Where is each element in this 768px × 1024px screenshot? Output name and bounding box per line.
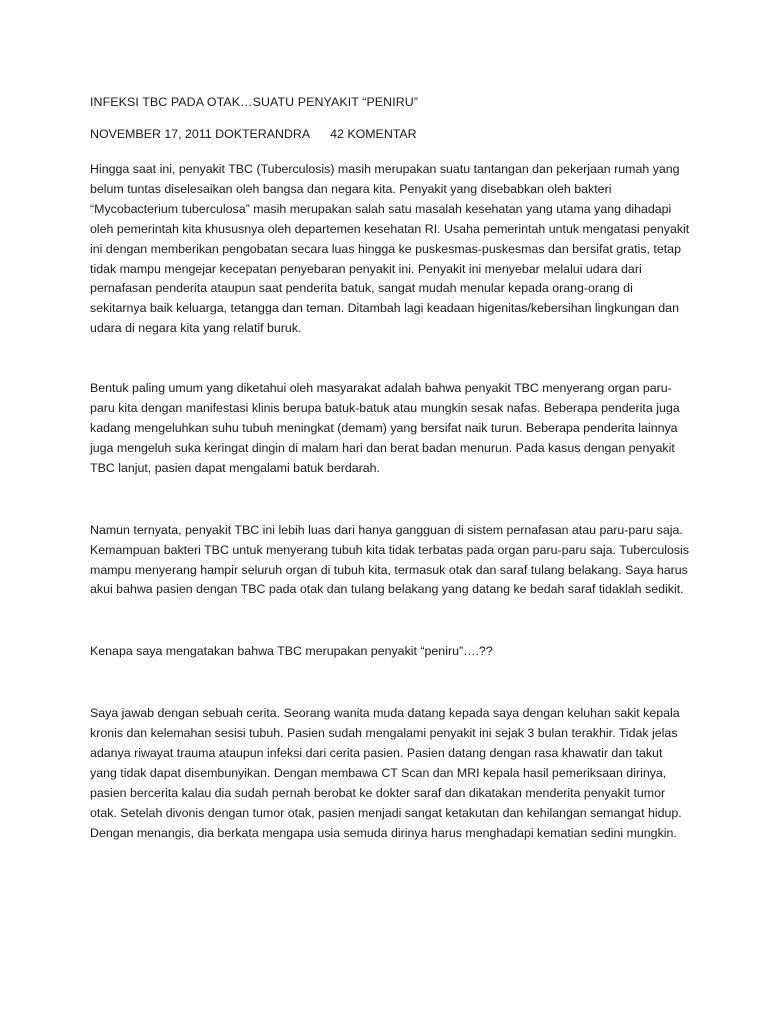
document-page — [90, 92, 690, 844]
paragraph-3: Namun ternyata, penyakit TBC ini lebih luas dari hanya gangguan di sistem pernafasan atau paru-paru saja. Kemampuan bakteri TBC untuk menyerang tubuh kita tidak terbatas pada organ paru-paru saja. Tuberculosis mampu menyerang hampir seluruh organ di tubuh kita, termasuk otak dan saraf tulang belakang. Saya harus akui bahwa pasien dengan TBC pada otak dan tulang belakang yang datang ke bedah saraf tidaklah sedikit. — [90, 522, 689, 597]
post-meta — [90, 124, 690, 144]
paragraph-4: Kenapa saya mengatakan bahwa TBC merupakan penyakit “peniru”….?? — [90, 644, 493, 659]
paragraph-2: Bentuk paling umum yang diketahui oleh masyarakat adalah bahwa penyakit TBC menyerang organ paru-paru kita dengan manifestasi klinis berupa batuk-batuk atau mungkin sesak nafas. Beberapa penderita juga kadang mengeluhkan suhu tubuh meningkat (demam) yang bersifat naik turun. Beberapa penderita lainnya juga mengeluh suka keringat dingin di malam hari dan berat badan menurun. Pada kasus dengan penyakit TBC lanjut, pasien dapat mengalami batuk berdarah. — [90, 381, 680, 475]
comment-count: 42 KOMENTAR — [330, 127, 417, 141]
post-date: NOVEMBER 17, 2011 — [90, 127, 212, 141]
paragraph-1: Hingga saat ini, penyakit TBC (Tuberculosis) masih merupakan suatu tantangan dan pekerjaan rumah yang belum tuntas diselesaikan oleh bangsa dan negara kita. Penyakit yang disebabkan oleh bakteri “Mycobacterium tuberculosa” masih merupakan salah satu masalah kesehatan yang utama yang dihadapi oleh pemerintah kita khususnya oleh departemen kesehatan RI. Usaha pemerintah untuk mengatasi penyakit ini dengan memberikan pengobatan secara luas hingga ke puskesmas-puskesmas dan bersifat gratis, tetap tidak mampu mengejar kecepatan penyebaran penyakit ini. Penyakit ini menyebar melalui udara dari pernafasan penderita ataupun saat penderita batuk, sangat mudah menular kepada orang-orang di sekitarnya baik keluarga, tetangga dan teman. Ditambah lagi keadaan higenitas/kebersihan lingkungan dan udara di negara kita yang relatif buruk. — [90, 162, 690, 336]
paragraph-5: Saya jawab dengan sebuah cerita. Seorang wanita muda datang kepada saya dengan keluhan sakit kepala kronis dan kelemahan sesisi tubuh. Pasien sudah mengalami penyakit ini sejak 3 bulan terakhir. Tidak jelas adanya riwayat trauma ataupun infeksi dari cerita pasien. Pasien datang dengan rasa khawatir dan takut yang tidak dapat disembunyikan. Dengan membawa CT Scan dan MRI kepala hasil pemeriksaan dirinya, pasien bercerita kalau dia sudah pernah berobat ke dokter saraf dan dikatakan menderita penyakit tumor otak. Setelah divonis dengan tumor otak, pasien menjadi sangat ketakutan dan kehilangan semangat hidup. Dengan menangis, dia berkata mengapa usia semuda dirinya harus menghadapi kematian sedini mungkin. — [90, 706, 682, 840]
document-title: INFEKSI TBC PADA OTAK…SUATU PENYAKIT “PENIRU” — [90, 95, 419, 109]
post-author: DOKTERANDRA — [215, 127, 310, 141]
